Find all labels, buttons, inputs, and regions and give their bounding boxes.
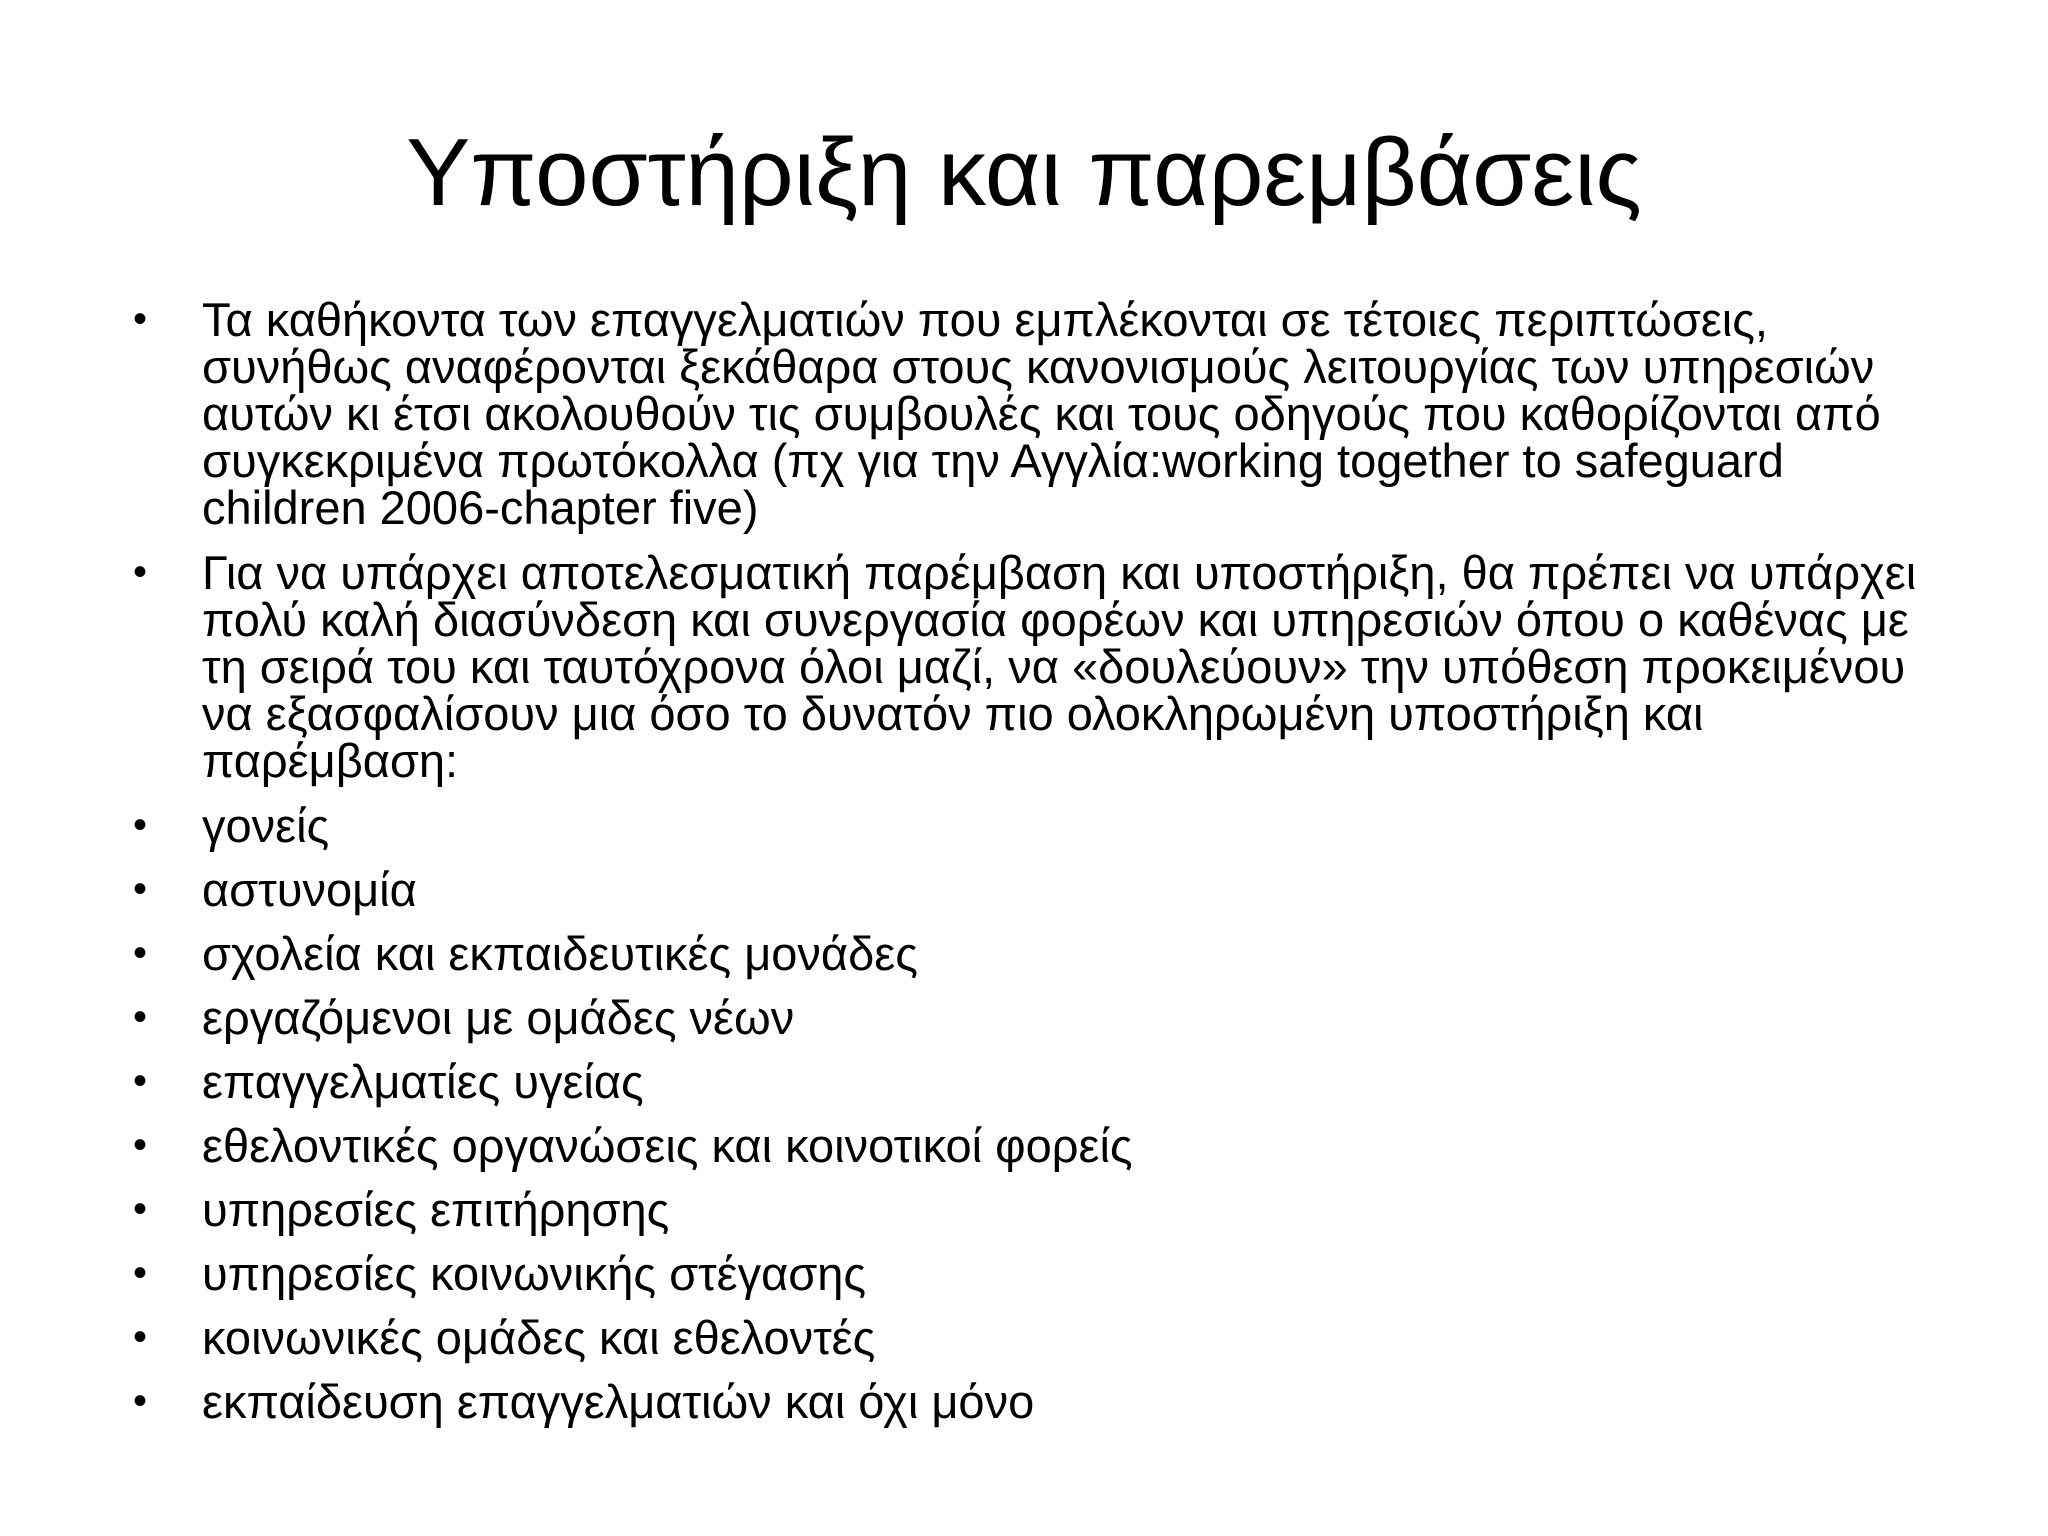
bullet-icon: • bbox=[132, 867, 147, 911]
bullet-text: επαγγελματίες υγείας bbox=[202, 1055, 644, 1108]
bullet-text: εκπαίδευση επαγγελματιών και όχι μόνο bbox=[202, 1375, 1035, 1428]
bullet-item bbox=[120, 991, 1950, 1044]
bullet-icon: • bbox=[132, 1059, 147, 1103]
bullet-item bbox=[120, 546, 1950, 787]
bullet-item bbox=[120, 1375, 1950, 1428]
bullet-icon: • bbox=[132, 1123, 147, 1167]
bullet-icon: • bbox=[132, 803, 147, 847]
bullet-icon: • bbox=[132, 297, 147, 341]
bullet-list bbox=[120, 293, 1950, 1442]
bullet-text: υπηρεσίες κοινωνικής στέγασης bbox=[202, 1247, 867, 1300]
bullet-item bbox=[120, 799, 1950, 852]
bullet-icon: • bbox=[132, 1379, 147, 1423]
bullet-text: εθελοντικές οργανώσεις και κοινοτικοί φορείς bbox=[202, 1119, 1133, 1172]
bullet-text: γονείς bbox=[202, 799, 330, 852]
bullet-text: Για να υπάρχει αποτελεσματική παρέμβαση και υποστήριξη, θα πρέπει να υπάρχει πολύ καλή διασύνδεση και συνεργασία φορέων και υπηρεσιών όπου ο καθένας με τη σειρά του και ταυτόχρονα όλοι μαζί, να «δουλεύουν» την υπόθεση προκειμένου να εξασφαλίσουν μια όσο το δυνατόν πιο ολοκληρωμένη υποστήριξη και παρέμβαση: bbox=[202, 546, 1917, 787]
bullet-icon: • bbox=[132, 931, 147, 975]
bullet-item bbox=[120, 1183, 1950, 1236]
bullet-text: Τα καθήκοντα των επαγγελματιών που εμπλέκονται σε τέτοιες περιπτώσεις, συνήθως αναφέρονται ξεκάθαρα στους κανονισμούς λειτουργίας των υπηρεσιών αυτών κι έτσι ακολουθούν τις συμβουλές και τους οδηγούς που καθορίζονται από συγκεκριμένα πρωτόκολλα (πχ για την Αγγλία:working together to safeguard children 2006-chapter five) bbox=[202, 293, 1881, 534]
bullet-icon: • bbox=[132, 550, 147, 594]
bullet-icon: • bbox=[132, 1187, 147, 1231]
slide-title: Υποστήριξη και παρεμβάσεις bbox=[406, 119, 1642, 226]
bullet-text: αστυνομία bbox=[202, 863, 417, 916]
bullet-text: κοινωνικές ομάδες και εθελοντές bbox=[202, 1311, 876, 1364]
bullet-icon: • bbox=[132, 1251, 147, 1295]
bullet-item bbox=[120, 1119, 1950, 1172]
bullet-text: εργαζόμενοι με ομάδες νέων bbox=[202, 991, 795, 1044]
bullet-text: σχολεία και εκπαιδευτικές μονάδες bbox=[202, 927, 918, 980]
bullet-item bbox=[120, 863, 1950, 916]
bullet-icon: • bbox=[132, 995, 147, 1039]
bullet-text: υπηρεσίες επιτήρησης bbox=[202, 1183, 670, 1236]
bullet-item bbox=[120, 1247, 1950, 1300]
bullet-item bbox=[120, 1055, 1950, 1108]
bullet-item bbox=[120, 1311, 1950, 1364]
bullet-icon: • bbox=[132, 1315, 147, 1359]
bullet-item bbox=[120, 927, 1950, 980]
bullet-item bbox=[120, 293, 1950, 534]
